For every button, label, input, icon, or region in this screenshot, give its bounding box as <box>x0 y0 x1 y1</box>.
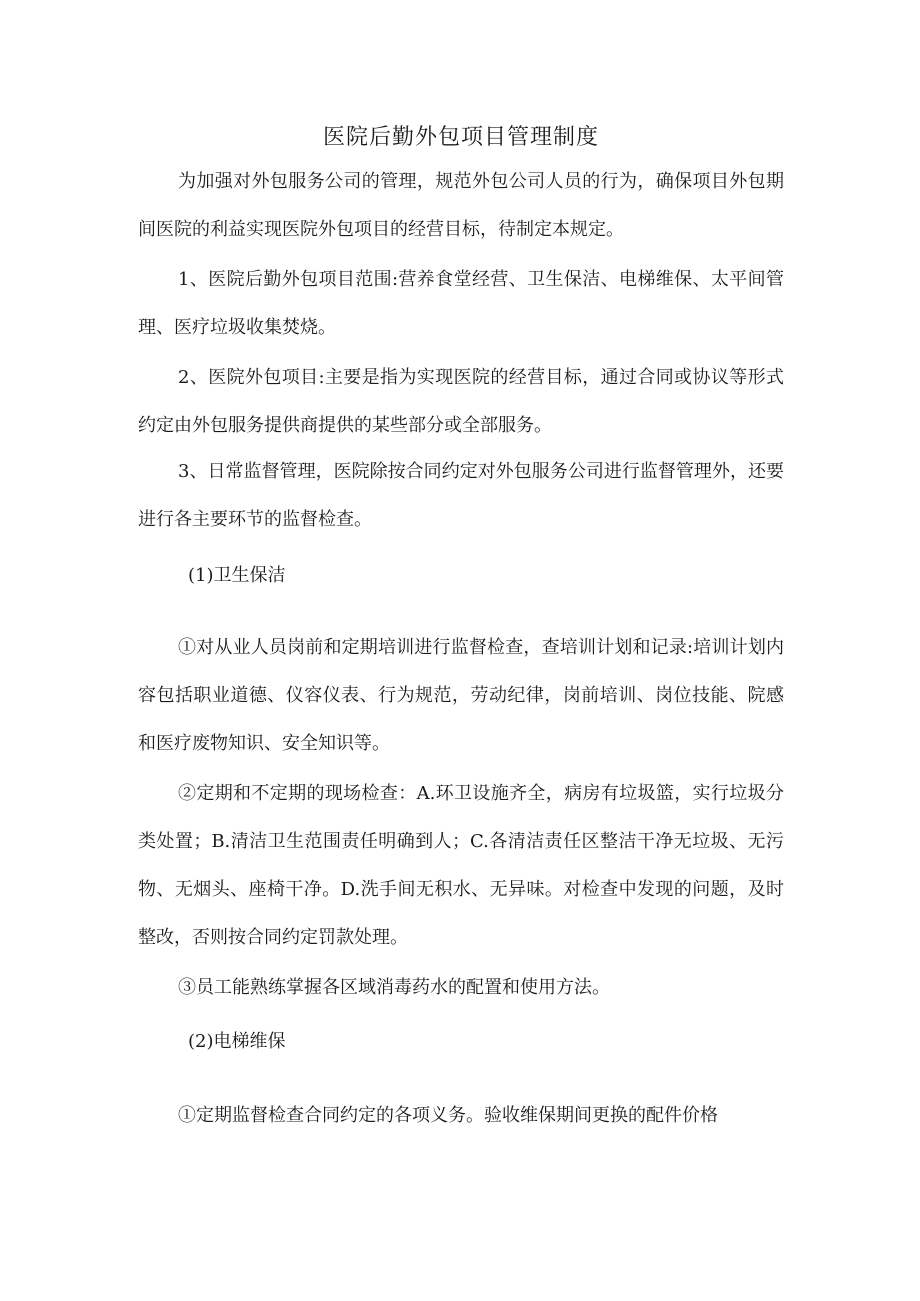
section-1-point-2: ②定期和不定期的现场检查：A.环卫设施齐全，病房有垃圾篮，实行垃圾分类处置；B.清洁卫生范围责任明确到人；C.各清洁责任区整洁干净无垃圾、无污物、无烟头、座椅干净。D.洗手间无积水、无异味。对检查中发现的问题，及时整改，否则按合同约定罚款处理。 <box>138 783 784 948</box>
intro-paragraph: 为加强对外包服务公司的管理，规范外包公司人员的行为，确保项目外包期间医院的利益实现医院外包项目的经营目标，待制定本规定。 <box>138 171 784 240</box>
section-1-point-3: ③员工能熟练掌握各区域消毒药水的配置和使用方法。 <box>178 977 610 998</box>
item-1-paragraph: 1、医院后勤外包项目范围:营养食堂经营、卫生保洁、电梯维保、太平间管理、医疗垃圾收集焚烧。 <box>138 269 784 338</box>
section-2-point-1: ①定期监督检查合同约定的各项义务。验收维保期间更换的配件价格 <box>178 1105 718 1126</box>
section-1-point-1: ①对从业人员岗前和定期培训进行监督检查，查培训计划和记录:培训计划内容包括职业道德、仪容仪表、行为规范，劳动纪律，岗前培训、岗位技能、院感和医疗废物知识、安全知识等。 <box>138 637 784 754</box>
item-3-paragraph: 3、日常监督管理，医院除按合同约定对外包服务公司进行监督管理外，还要进行各主要环节的监督检查。 <box>138 461 784 530</box>
section-1-heading: (1)卫生保洁 <box>188 565 286 586</box>
document-title: 医院后勤外包项目管理制度 <box>322 125 599 150</box>
item-2-paragraph: 2、医院外包项目:主要是指为实现医院的经营目标，通过合同或协议等形式约定由外包服务提供商提供的某些部分或全部服务。 <box>138 367 784 436</box>
section-2-heading: (2)电梯维保 <box>188 1031 286 1052</box>
